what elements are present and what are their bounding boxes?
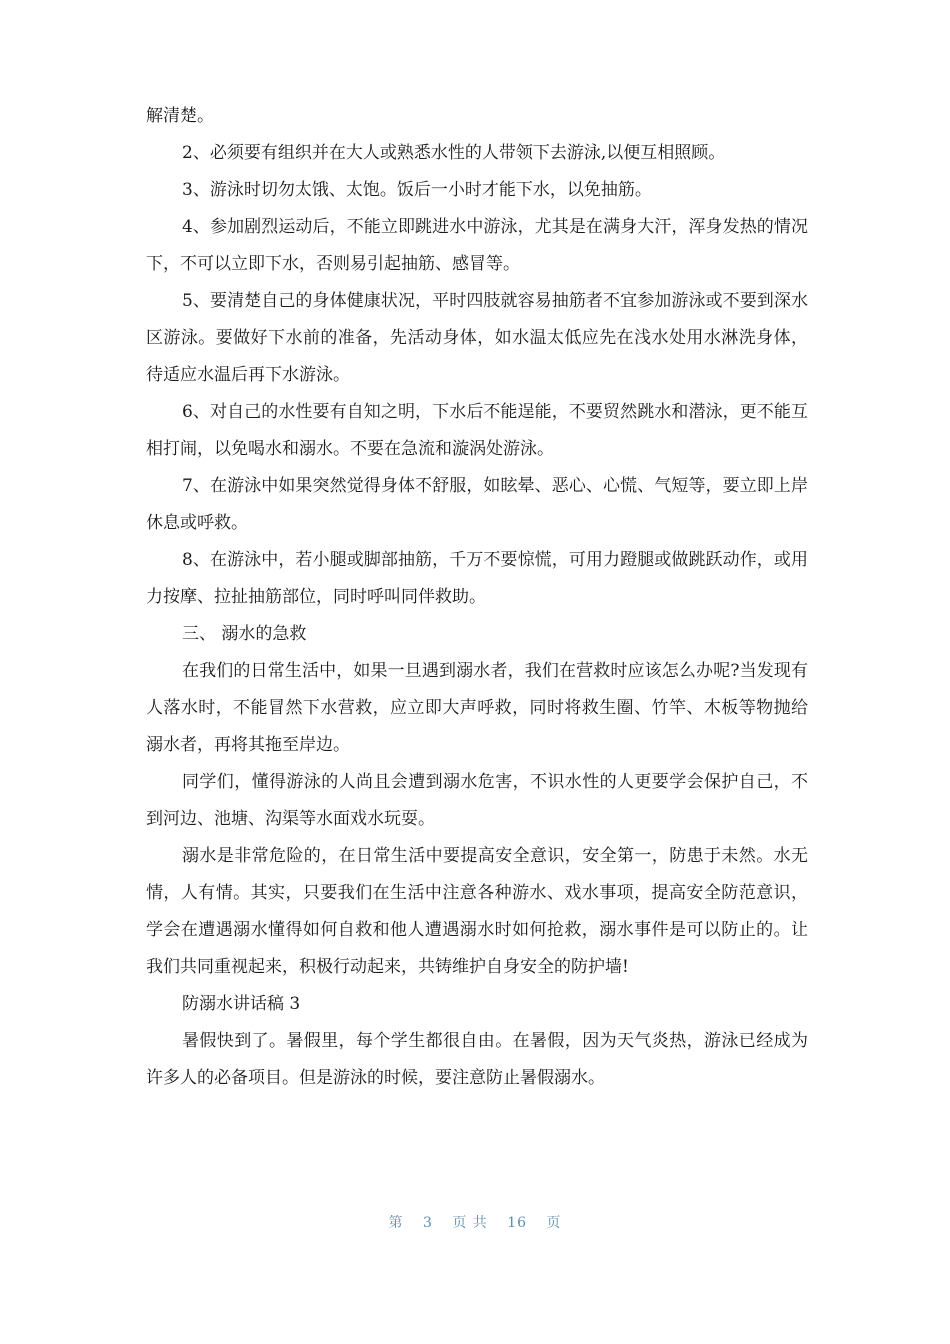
paragraph-continuation: 解清楚。 <box>146 106 214 126</box>
section-heading-rescue: 三、 溺水的急救 <box>182 624 307 644</box>
paragraph-rule-7: 7、在游泳中如果突然觉得身体不舒服，如眩晕、恶心、心慌、气短等，要立即上岸休息或呼救。 <box>146 476 808 533</box>
footer-total-pages: 16 <box>507 1215 528 1231</box>
paragraph-summer: 暑假快到了。暑假里，每个学生都很自由。在暑假，因为天气炎热，游泳已经成为许多人的必备项目。但是游泳的时候，要注意防止暑假溺水。 <box>146 1031 808 1088</box>
paragraph-conclusion: 溺水是非常危险的，在日常生活中要提高安全意识，安全第一，防患于未然。水无情，人有情。其实，只要我们在生活中注意各种游水、戏水事项，提高安全防范意识，学会在遭遇溺水懂得如何自救和他人遭遇溺水时如何抢救，溺水事件是可以防止的。让我们共同重视起来，积极行动起来，共铸维护自身安全的防护墙! <box>146 846 808 977</box>
paragraph-rule-2: 2、必须要有组织并在大人或熟悉水性的人带领下去游泳,以便互相照顾。 <box>182 143 726 163</box>
speech-title-3: 防溺水讲话稿 3 <box>182 994 301 1014</box>
footer-suffix: 页 <box>546 1215 562 1231</box>
paragraph-rescue: 在我们的日常生活中，如果一旦遇到溺水者，我们在营救时应该怎么办呢?当发现有人落水时，不能冒然下水营救，应立即大声呼救，同时将救生圈、竹竿、木板等物抛给溺水者，再将其拖至岸边。 <box>146 661 808 755</box>
footer-current-page: 3 <box>422 1215 433 1231</box>
paragraph-rule-5: 5、要清楚自己的身体健康状况，平时四肢就容易抽筋者不宜参加游泳或不要到深水区游泳。要做好下水前的准备，先活动身体，如水温太低应先在浅水处用水淋洗身体，待适应水温后再下水游泳。 <box>146 291 808 385</box>
footer-middle: 页 共 <box>452 1215 488 1231</box>
document-body <box>146 98 808 1097</box>
paragraph-rule-3: 3、游泳时切勿太饿、太饱。饭后一小时才能下水，以免抽筋。 <box>182 180 652 200</box>
paragraph-rule-6: 6、对自己的水性要有自知之明，下水后不能逞能，不要贸然跳水和潜泳，更不能互相打闹，以免喝水和溺水。不要在急流和漩涡处游泳。 <box>146 402 808 459</box>
page-footer <box>0 1212 950 1232</box>
paragraph-students: 同学们，懂得游泳的人尚且会遭到溺水危害，不识水性的人更要学会保护自己，不到河边、池塘、沟渠等水面戏水玩耍。 <box>146 772 808 829</box>
footer-prefix: 第 <box>388 1215 404 1231</box>
paragraph-rule-8: 8、在游泳中，若小腿或脚部抽筋，千万不要惊慌，可用力蹬腿或做跳跃动作，或用力按摩、拉扯抽筋部位，同时呼叫同伴救助。 <box>146 550 808 607</box>
paragraph-rule-4: 4、参加剧烈运动后，不能立即跳进水中游泳，尤其是在满身大汗，浑身发热的情况下，不可以立即下水，否则易引起抽筋、感冒等。 <box>146 217 808 274</box>
